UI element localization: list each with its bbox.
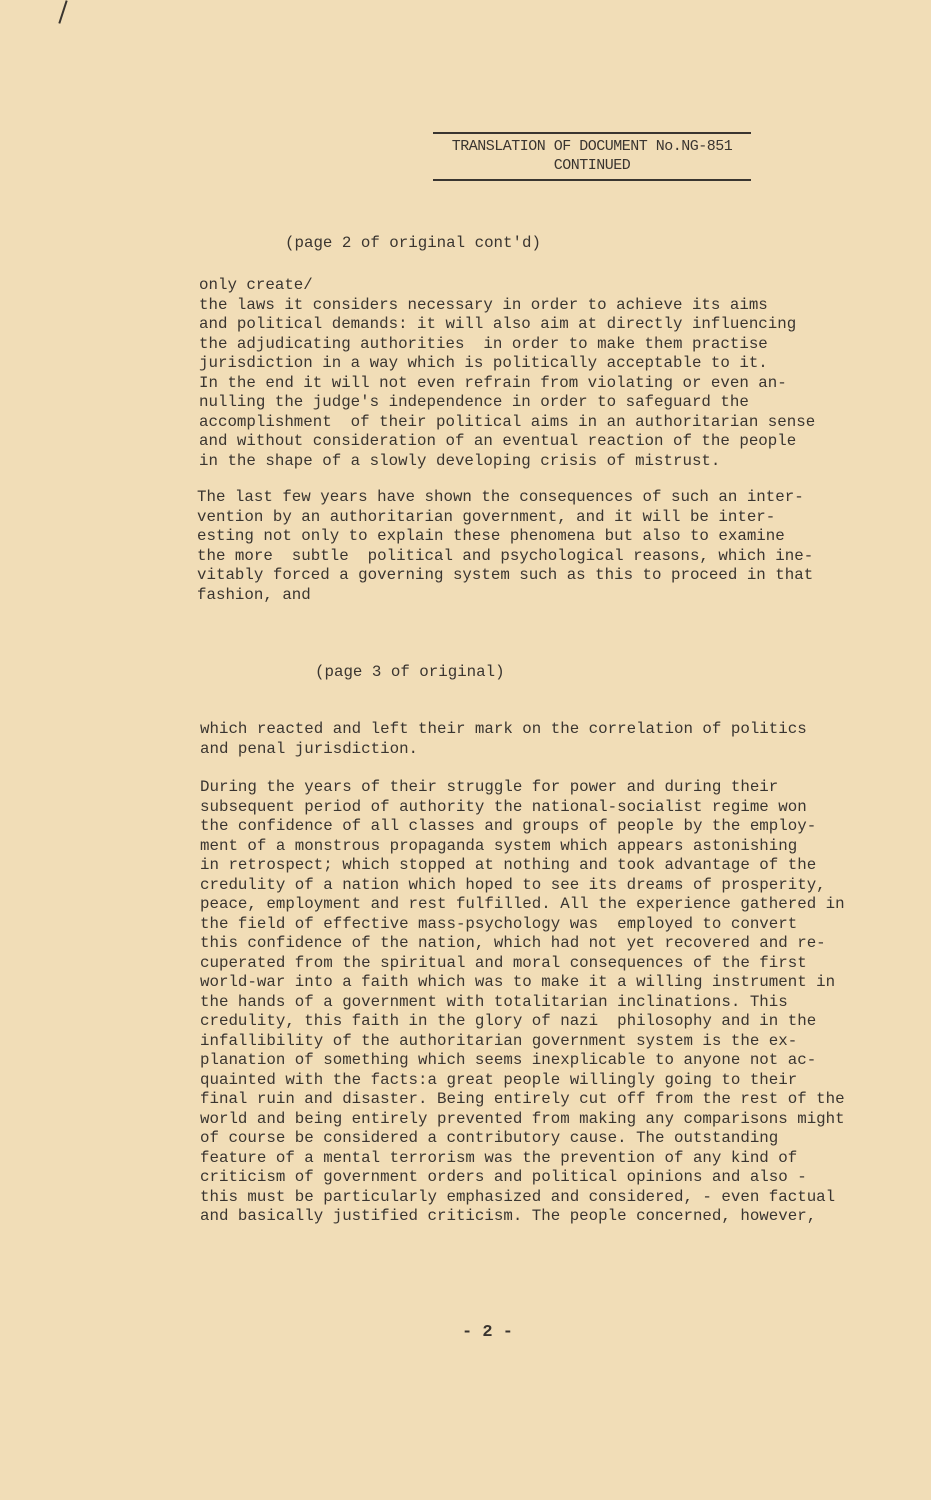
text-line: in the shape of a slowly developing crisis of mistrust.	[199, 451, 721, 470]
text-line: credulity, this faith in the glory of nazi philosophy and in the	[200, 1012, 817, 1030]
text-line: of course be considered a contributory cause. The outstanding	[200, 1129, 779, 1147]
text-line: which reacted and left their mark on the correlation of politics	[200, 720, 807, 738]
text-line: this confidence of the nation, which had not yet recovered and re-	[200, 934, 826, 952]
paragraph-3	[200, 720, 807, 759]
paragraph-2	[197, 488, 813, 605]
text-line: the laws it considers necessary in order to achieve its aims	[199, 295, 768, 314]
text-line: nulling the judge's independence in order to safeguard the	[199, 393, 749, 411]
text-line: credulity of a nation which hoped to see its dreams of prosperity,	[200, 875, 826, 894]
text-line: only create/	[199, 276, 313, 294]
text-line: the hands of a government with totalitarian inclinations. This	[200, 992, 788, 1011]
text-line: quainted with the facts:a great people willingly going to their	[200, 1070, 798, 1089]
text-line: cuperated from the spiritual and moral consequences of the first	[200, 953, 807, 972]
text-line: and without consideration of an eventual reaction of the people	[199, 432, 797, 450]
text-line: the confidence of all classes and groups of people by the employ-	[200, 817, 817, 835]
text-line: ment of a monstrous propaganda system which appears astonishing	[200, 836, 798, 855]
header-title: TRANSLATION OF DOCUMENT No.NG-851	[451, 138, 733, 155]
header-subtitle: CONTINUED	[553, 157, 631, 174]
text-line: vitably forced a governing system such as this to proceed in that	[197, 566, 814, 584]
text-line: and penal jurisdiction.	[200, 739, 419, 758]
page-note-original-2: (page 2 of original cont'd)	[285, 234, 541, 252]
text-line: infallibility of the authoritarian government system is the ex-	[200, 1031, 798, 1050]
text-line: In the end it will not even refrain from violating or even an-	[199, 373, 787, 392]
text-line: and basically justified criticism. The people concerned, however,	[200, 1207, 817, 1225]
text-line: this must be particularly emphasized and considered, - even factual	[200, 1187, 836, 1206]
paragraph-1	[199, 276, 815, 471]
text-line: esting not only to explain these phenomena but also to examine	[197, 527, 785, 545]
pen-mark	[58, 0, 67, 23]
text-line: peace, employment and rest fulfilled. All the experience gathered in	[200, 895, 845, 913]
page-number: - 2 -	[462, 1323, 514, 1342]
paragraph-4	[200, 778, 845, 1227]
text-line: planation of something which seems inexplicable to anyone not ac-	[200, 1051, 817, 1069]
text-line: world-war into a faith which was to make it a willing instrument in	[200, 973, 836, 991]
page-note-original-3: (page 3 of original)	[315, 663, 505, 681]
text-line: world and being entirely prevented from making any comparisons might	[200, 1109, 845, 1128]
text-line: feature of a mental terrorism was the prevention of any kind of	[200, 1148, 798, 1167]
text-line: criticism of government orders and political opinions and also -	[200, 1168, 807, 1186]
text-line: final ruin and disaster. Being entirely cut off from the rest of the	[200, 1090, 845, 1108]
text-line: During the years of their struggle for power and during their	[200, 778, 779, 796]
text-line: accomplishment of their political aims in an authoritarian sense	[199, 412, 816, 431]
text-line: and political demands: it will also aim at directly influencing	[199, 315, 797, 333]
text-line: the adjudicating authorities in order to make them practise	[199, 334, 768, 353]
text-line: the field of effective mass-psychology was employed to convert	[200, 914, 798, 933]
text-line: fashion, and	[197, 585, 311, 604]
text-line: in retrospect; which stopped at nothing and took advantage of the	[200, 856, 817, 874]
text-line: vention by an authoritarian government, and it will be inter-	[197, 507, 776, 526]
document-header	[433, 132, 751, 181]
text-line: subsequent period of authority the national-socialist regime won	[200, 797, 807, 816]
text-line: the more subtle political and psychological reasons, which ine-	[197, 546, 814, 565]
text-line: The last few years have shown the consequences of such an inter-	[197, 488, 804, 506]
text-line: jurisdiction in a way which is politically acceptable to it.	[199, 354, 768, 372]
